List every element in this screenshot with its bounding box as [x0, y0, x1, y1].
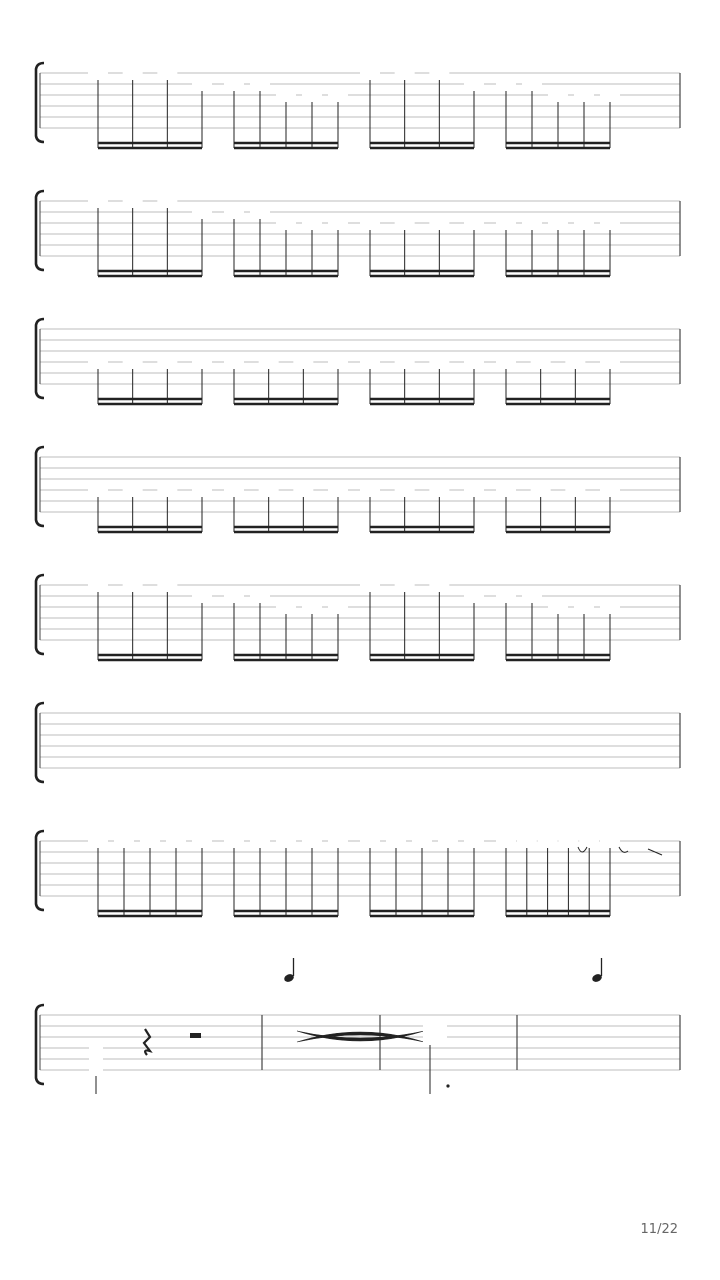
fret-background	[276, 835, 296, 847]
fret-background	[224, 590, 244, 602]
fret-background	[579, 835, 599, 847]
fret-background	[192, 484, 212, 496]
fret-background	[88, 484, 108, 496]
fret-background	[328, 835, 348, 847]
fret-background	[123, 195, 143, 207]
fret-background	[157, 579, 177, 591]
fret-background	[89, 1064, 103, 1076]
fret-background	[496, 590, 516, 602]
fret-background	[600, 484, 620, 496]
fret-background	[224, 835, 244, 847]
fret-background	[558, 835, 578, 847]
fret-background	[522, 78, 542, 90]
fret-background	[522, 590, 542, 602]
fret-background	[328, 601, 348, 613]
fret-background	[565, 484, 585, 496]
fret-background	[123, 356, 143, 368]
fret-background	[600, 835, 620, 847]
fret-background	[395, 356, 415, 368]
fret-background	[548, 217, 568, 229]
fret-background	[89, 1053, 103, 1065]
fret-background	[250, 78, 270, 90]
fret-background	[395, 579, 415, 591]
fret-background	[123, 579, 143, 591]
fret-background	[496, 78, 516, 90]
fret-background	[250, 590, 270, 602]
fret-background	[464, 217, 484, 229]
fret-background	[302, 601, 322, 613]
fret-background	[464, 78, 484, 90]
fret-background	[192, 590, 212, 602]
fret-background	[429, 217, 449, 229]
fret-background	[276, 601, 296, 613]
fret-background	[328, 217, 348, 229]
fret-background	[565, 356, 585, 368]
fret-background	[123, 484, 143, 496]
fret-background	[360, 835, 380, 847]
fret-background	[293, 484, 313, 496]
fret-background	[250, 835, 270, 847]
fret-background	[517, 835, 537, 847]
fret-background	[259, 484, 279, 496]
fret-background	[88, 67, 108, 79]
fret-background	[600, 356, 620, 368]
fret-background	[166, 835, 186, 847]
fret-background	[360, 67, 380, 79]
fret-background	[423, 1031, 447, 1043]
fret-background	[496, 217, 516, 229]
fret-background	[574, 217, 594, 229]
fret-background	[224, 78, 244, 90]
fret-background	[140, 835, 160, 847]
fret-background	[600, 89, 620, 101]
fret-background	[429, 484, 449, 496]
fret-background	[395, 67, 415, 79]
fret-background	[522, 217, 542, 229]
fret-background	[192, 356, 212, 368]
fret-background	[464, 590, 484, 602]
half-rest	[190, 1033, 201, 1038]
fret-background	[224, 484, 244, 496]
fret-background	[293, 356, 313, 368]
fret-background	[157, 484, 177, 496]
fret-background	[360, 484, 380, 496]
fret-background	[531, 484, 551, 496]
fret-background	[395, 484, 415, 496]
dot	[446, 1084, 449, 1087]
fret-background	[123, 67, 143, 79]
fret-background	[89, 1042, 103, 1054]
fret-background	[157, 356, 177, 368]
fret-background	[157, 195, 177, 207]
fret-background	[192, 206, 212, 218]
fret-background	[464, 835, 484, 847]
fret-background	[114, 835, 134, 847]
fret-background	[574, 601, 594, 613]
fret-background	[548, 89, 568, 101]
fret-background	[429, 579, 449, 591]
fret-background	[224, 356, 244, 368]
fret-background	[276, 89, 296, 101]
fret-background	[423, 1020, 447, 1032]
page-number: 11/22	[640, 1222, 678, 1237]
fret-background	[600, 217, 620, 229]
fret-background	[464, 484, 484, 496]
fret-background	[328, 484, 348, 496]
fret-background	[395, 217, 415, 229]
fret-background	[328, 356, 348, 368]
fret-background	[302, 217, 322, 229]
fret-background	[192, 78, 212, 90]
hammer-arc	[578, 847, 587, 852]
fret-background	[412, 835, 432, 847]
fret-background	[224, 206, 244, 218]
fret-background	[496, 356, 516, 368]
fret-background	[538, 835, 558, 847]
fret-background	[386, 835, 406, 847]
fret-background	[360, 356, 380, 368]
fret-background	[438, 835, 458, 847]
fret-background	[464, 356, 484, 368]
fret-background	[192, 835, 212, 847]
fret-background	[429, 67, 449, 79]
fret-background	[496, 835, 516, 847]
fret-background	[157, 67, 177, 79]
fret-background	[531, 356, 551, 368]
fret-background	[88, 195, 108, 207]
fret-background	[259, 356, 279, 368]
fret-background	[250, 206, 270, 218]
fret-background	[548, 601, 568, 613]
fret-background	[429, 356, 449, 368]
fret-background	[276, 217, 296, 229]
fret-background	[360, 217, 380, 229]
quarter-rest	[144, 1029, 150, 1055]
fret-background	[360, 579, 380, 591]
fret-background	[302, 89, 322, 101]
fret-background	[574, 89, 594, 101]
fret-background	[496, 484, 516, 496]
fret-background	[302, 835, 322, 847]
fret-background	[88, 356, 108, 368]
fret-background	[88, 835, 108, 847]
fret-background	[328, 89, 348, 101]
fret-background	[88, 579, 108, 591]
fret-background	[600, 601, 620, 613]
